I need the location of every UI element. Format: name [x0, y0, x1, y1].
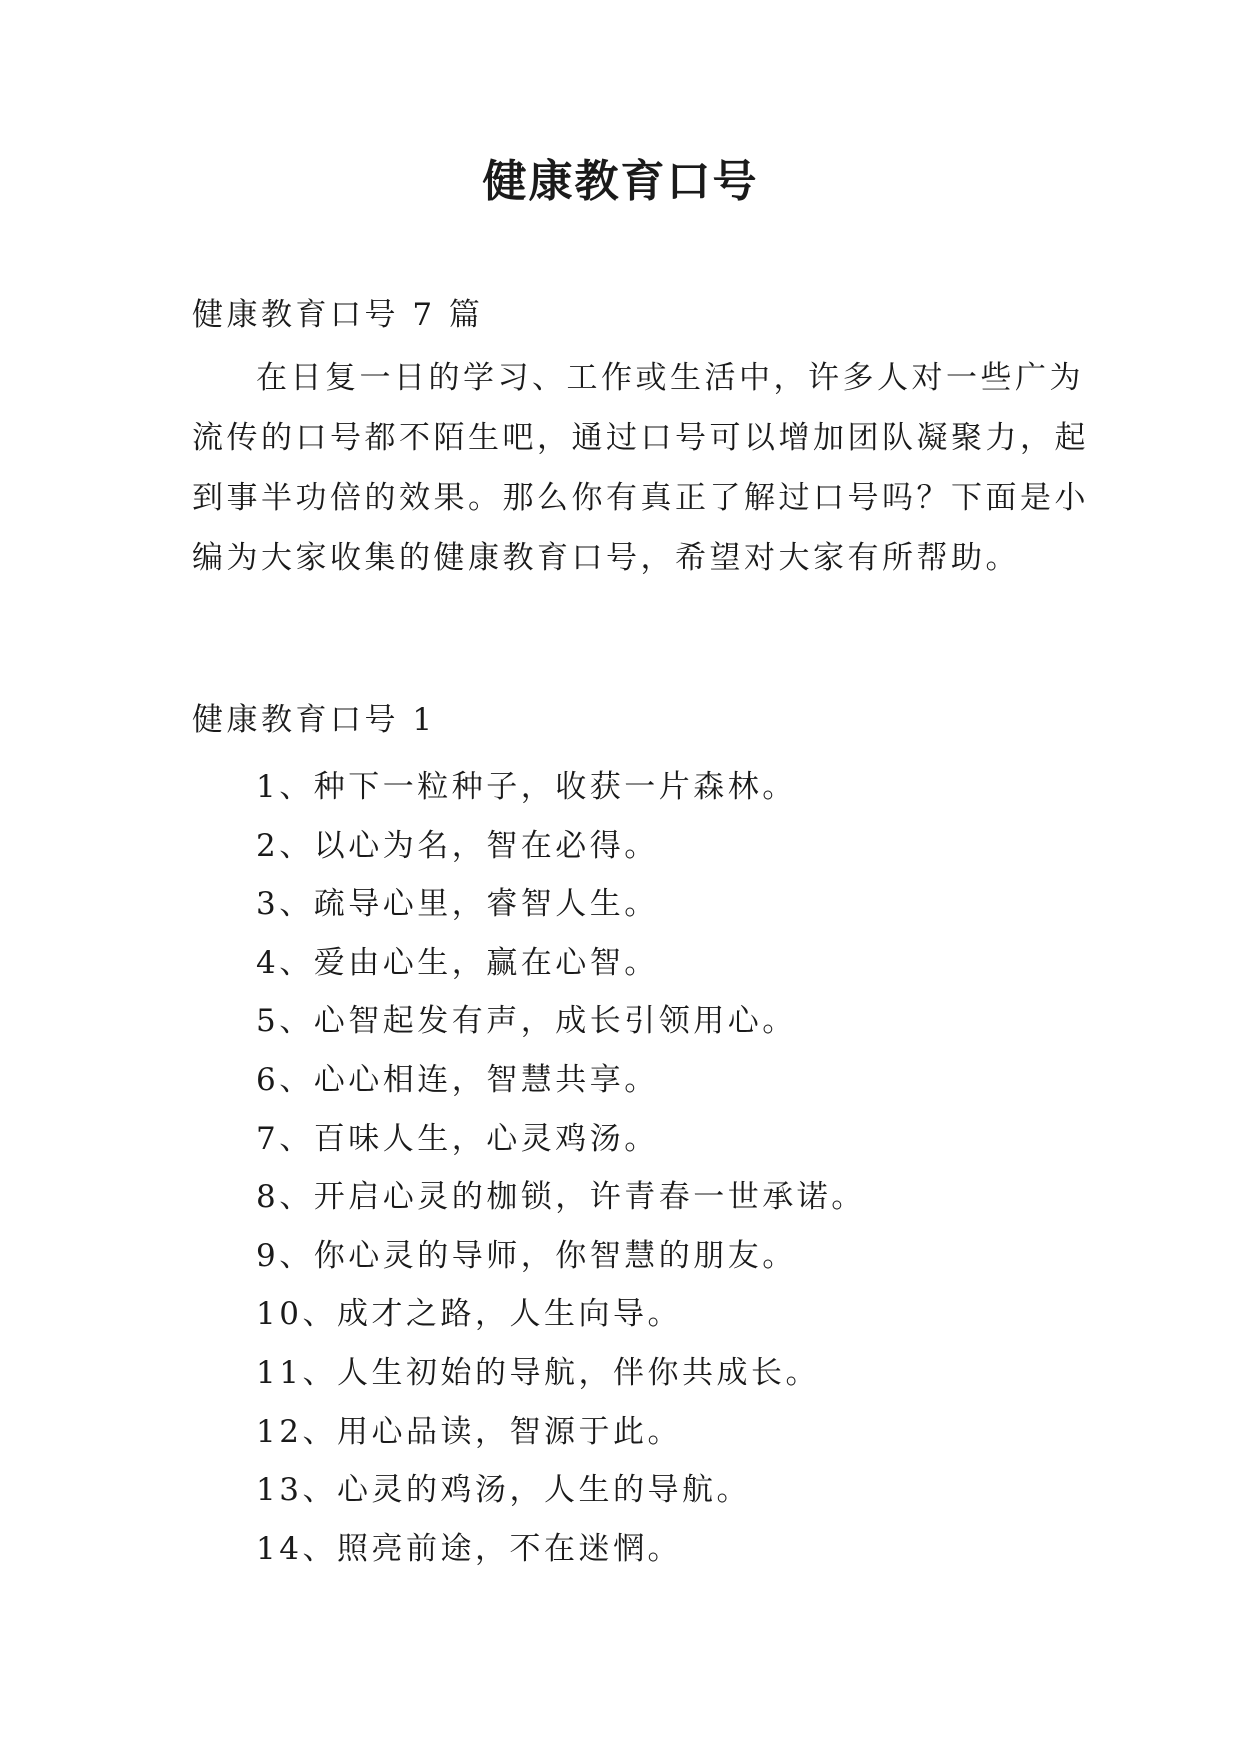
- intro-line: 流传的口号都不陌生吧，通过口号可以增加团队凝聚力，起: [192, 420, 1089, 456]
- document-title: 健康教育口号: [482, 156, 759, 207]
- intro-line: 到事半功倍的效果。那么你有真正了解过口号吗？下面是小: [192, 480, 1089, 516]
- slogan-item: 14、照亮前途，不在迷惘。: [256, 1530, 682, 1567]
- slogan-item: 6、心心相连，智慧共享。: [256, 1061, 659, 1098]
- section-heading: 健康教育口号 1: [192, 702, 436, 738]
- slogan-item: 1、种下一粒种子，收获一片森林。: [256, 769, 797, 805]
- slogan-item: 11、人生初始的导航，伴你共成长。: [256, 1354, 820, 1391]
- slogan-item: 10、成才之路，人生向导。: [256, 1296, 682, 1333]
- intro-line: 在日复一日的学习、工作或生活中，许多人对一些广为: [256, 360, 1084, 396]
- slogan-item: 2、以心为名，智在必得。: [256, 827, 659, 864]
- slogan-item: 12、用心品读，智源于此。: [256, 1413, 682, 1450]
- slogan-item: 7、百味人生，心灵鸡汤。: [256, 1120, 659, 1157]
- document-subtitle: 健康教育口号 7 篇: [192, 297, 484, 333]
- slogan-item: 9、你心灵的导师，你智慧的朋友。: [256, 1237, 797, 1274]
- slogan-list: [256, 758, 866, 1578]
- slogan-item: 13、心灵的鸡汤，人生的导航。: [256, 1472, 751, 1509]
- slogan-item: 4、爱由心生，赢在心智。: [256, 944, 659, 981]
- slogan-item: 5、心智起发有声，成长引领用心。: [256, 1003, 797, 1040]
- slogan-item: 3、疏导心里，睿智人生。: [256, 886, 659, 923]
- intro-line: 编为大家收集的健康教育口号，希望对大家有所帮助。: [192, 540, 1020, 576]
- slogan-item: 8、开启心灵的枷锁，许青春一世承诺。: [256, 1179, 866, 1216]
- intro-paragraph: [192, 348, 1089, 588]
